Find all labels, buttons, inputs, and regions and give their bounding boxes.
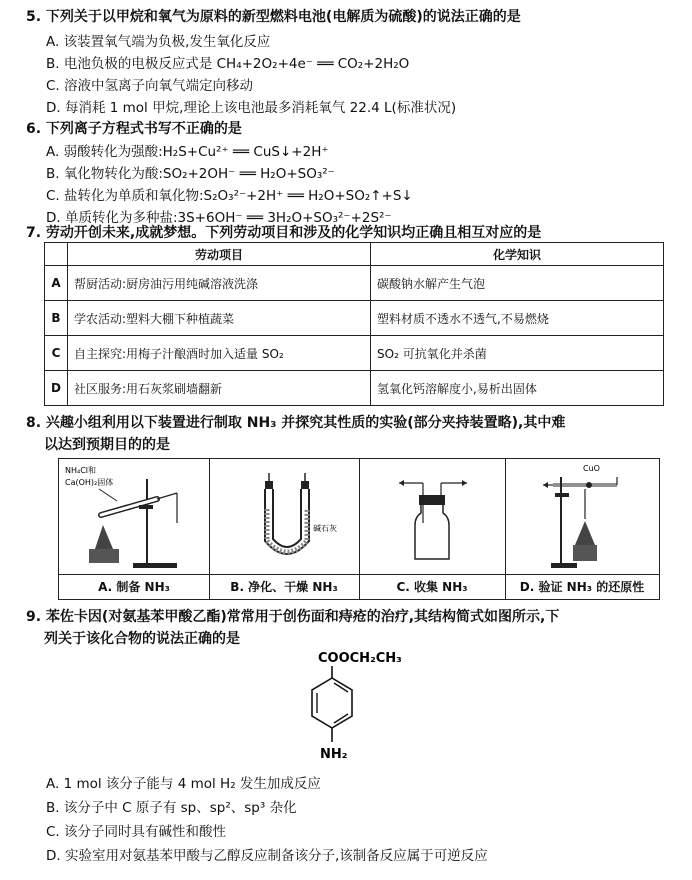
table-row <box>45 336 664 371</box>
caption-c: C. 收集 NH₃ <box>359 574 505 599</box>
apparatus-b <box>209 459 360 599</box>
benzocaine-structure-icon <box>290 648 450 766</box>
q5-option-c: C. 溶液中氢离子向氧气端定向移动 <box>46 78 254 94</box>
q7-row-project: 帮厨活动:厨房油污用纯碱溶液洗涤 <box>68 266 371 301</box>
q5-title: 5. 下列关于以甲烷和氧气为原料的新型燃料电池(电解质为硫酸)的说法正确的是 <box>26 9 521 25</box>
soda-lime-label: 碱石灰 <box>313 524 337 533</box>
heating-setup-icon <box>59 459 209 575</box>
q6-option-c: C. 盐转化为单质和氧化物:S₂O₃²⁻+2H⁺ ══ H₂O+SO₂↑+S↓ <box>46 188 413 204</box>
structure-ester-group: COOCH₂CH₃ <box>318 651 402 666</box>
q7-row-key: B <box>45 301 68 336</box>
q7-row-knowledge: 氢氧化钙溶解度小,易析出固体 <box>371 371 664 406</box>
caption-a: A. 制备 NH₃ <box>59 574 209 599</box>
q6-option-d: D. 单质转化为多种盐:3S+6OH⁻ ══ 3H₂O+SO₃²⁻+2S²⁻ <box>46 210 392 226</box>
q7-row-key: D <box>45 371 68 406</box>
q6-option-a: A. 弱酸转化为强酸:H₂S+Cu²⁺ ══ CuS↓+2H⁺ <box>46 144 329 160</box>
q9-title-line2: 列关于该化合物的说法正确的是 <box>44 631 240 647</box>
q7-row-key: A <box>45 266 68 301</box>
q5-option-a: A. 该装置氧气端为负极,发生氧化反应 <box>46 34 271 50</box>
q8-apparatus-strip <box>58 458 660 600</box>
caption-d: D. 验证 NH₃ 的还原性 <box>505 574 659 599</box>
q7-row-key: C <box>45 336 68 371</box>
reagent-label-2: Ca(OH)₂固体 <box>65 478 114 487</box>
q8-title-line2: 以达到预期目的的是 <box>44 437 170 453</box>
q6-title: 6. 下列离子方程式书写不正确的是 <box>26 121 242 137</box>
caption-b: B. 净化、干燥 NH₃ <box>209 574 359 599</box>
structure-amino-group: NH₂ <box>320 747 348 762</box>
u-tube-icon <box>209 459 359 575</box>
q9-option-c: C. 该分子同时具有碱性和酸性 <box>46 824 227 840</box>
apparatus-d <box>505 459 659 599</box>
q5-option-d: D. 每消耗 1 mol 甲烷,理论上该电池最多消耗氧气 22.4 L(标准状况) <box>46 100 457 116</box>
q7-row-project: 社区服务:用石灰浆刷墙翻新 <box>68 371 371 406</box>
q8-title-line1: 8. 兴趣小组利用以下装置进行制取 NH₃ 并探究其性质的实验(部分夹持装置略),其中难 <box>26 415 566 431</box>
q7-title: 7. 劳动开创未来,成就梦想。下列劳动项目和涉及的化学知识均正确且相互对应的是 <box>26 225 542 241</box>
q7-row-knowledge: 塑料材质不透水不透气,不易燃烧 <box>371 301 664 336</box>
table-row <box>45 301 664 336</box>
table-row <box>45 266 664 301</box>
q7-row-knowledge: 碳酸钠水解产生气泡 <box>371 266 664 301</box>
q9-option-b: B. 该分子中 C 原子有 sp、sp²、sp³ 杂化 <box>46 800 297 816</box>
q7-table <box>44 242 664 406</box>
cuo-label: CuO <box>583 464 600 473</box>
apparatus-a <box>59 459 210 599</box>
q7-row-project: 学农活动:塑料大棚下种植蔬菜 <box>68 301 371 336</box>
q9-option-d: D. 实验室用对氨基苯甲酸与乙醇反应制备该分子,该制备反应属于可逆反应 <box>46 848 488 864</box>
q7-header-project: 劳动项目 <box>68 243 371 266</box>
q7-row-knowledge: SO₂ 可抗氧化并杀菌 <box>371 336 664 371</box>
reduction-setup-icon <box>505 459 659 575</box>
q7-table-header <box>45 243 664 266</box>
gas-bottle-icon <box>359 459 505 575</box>
q7-header-knowledge: 化学知识 <box>371 243 664 266</box>
q7-row-project: 自主探究:用梅子汁酿酒时加入适量 SO₂ <box>68 336 371 371</box>
apparatus-c <box>359 459 506 599</box>
q6-option-b: B. 氧化物转化为酸:SO₂+2OH⁻ ══ H₂O+SO₃²⁻ <box>46 166 335 182</box>
q9-option-a: A. 1 mol 该分子能与 4 mol H₂ 发生加成反应 <box>46 776 321 792</box>
q9-title-line1: 9. 苯佐卡因(对氨基苯甲酸乙酯)常常用于创伤面和痔疮的治疗,其结构简式如图所示,下 <box>26 609 560 625</box>
reagent-label-1: NH₄Cl和 <box>65 466 97 475</box>
q5-option-b: B. 电池负极的电极反应式是 CH₄+2O₂+4e⁻ ══ CO₂+2H₂O <box>46 56 410 72</box>
table-row <box>45 371 664 406</box>
